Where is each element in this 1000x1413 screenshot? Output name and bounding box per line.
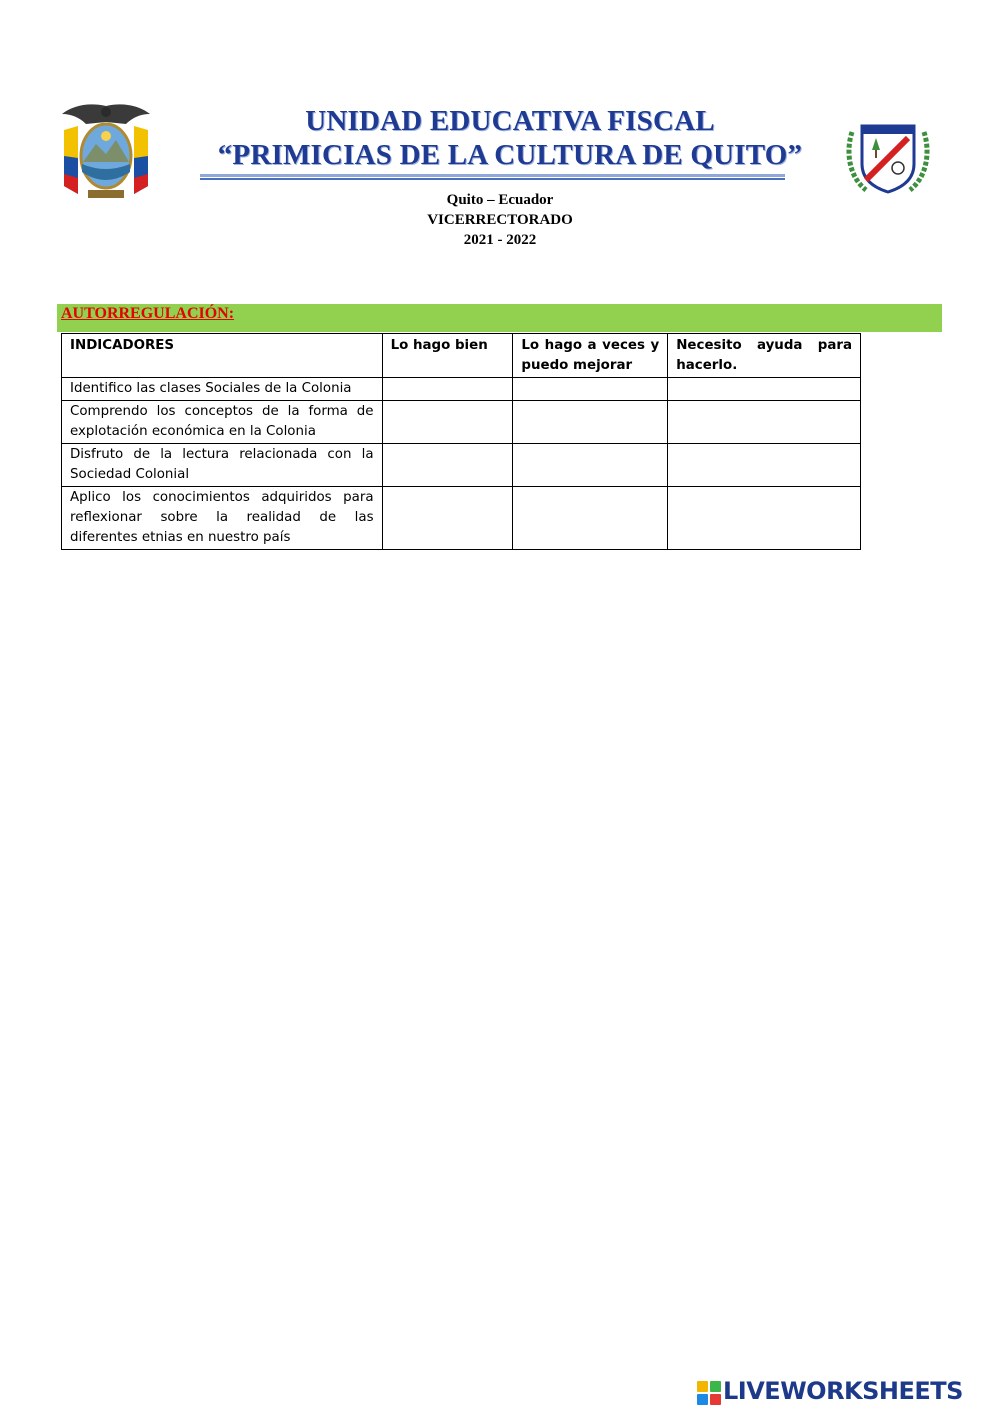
answer-cell-sometimes[interactable] bbox=[513, 487, 668, 550]
answer-cell-do-well[interactable] bbox=[382, 487, 513, 550]
answer-cell-do-well[interactable] bbox=[382, 401, 513, 444]
answer-cell-sometimes[interactable] bbox=[513, 444, 668, 487]
table-row bbox=[62, 378, 861, 401]
liveworksheets-brand[interactable]: LIVEWORKSHEETS bbox=[723, 1377, 963, 1405]
header-sometimes: Lo hago a veces y puedo mejorar bbox=[513, 334, 668, 378]
title-underline bbox=[200, 174, 785, 182]
department-text: VICERRECTORADO bbox=[427, 212, 573, 228]
self-assessment-table bbox=[61, 333, 861, 550]
answer-cell-sometimes[interactable] bbox=[513, 378, 668, 401]
answer-cell-do-well[interactable] bbox=[382, 444, 513, 487]
answer-cell-do-well[interactable] bbox=[382, 378, 513, 401]
table-header-row bbox=[62, 334, 861, 378]
location-text: Quito – Ecuador bbox=[446, 192, 554, 208]
answer-cell-need-help[interactable] bbox=[668, 378, 861, 401]
answer-cell-need-help[interactable] bbox=[668, 444, 861, 487]
header-do-well: Lo hago bien bbox=[382, 334, 513, 378]
indicator-cell: Disfruto de la lectura relacionada con la Sociedad Colonial bbox=[62, 444, 383, 487]
header-need-help: Necesito ayuda para hacerlo. bbox=[668, 334, 861, 378]
indicator-cell: Comprendo los conceptos de la forma de explotación económica en la Colonia bbox=[62, 401, 383, 444]
indicator-cell: Identifico las clases Sociales de la Colonia bbox=[62, 378, 383, 401]
table-row bbox=[62, 444, 861, 487]
answer-cell-need-help[interactable] bbox=[668, 487, 861, 550]
table-row bbox=[62, 401, 861, 444]
section-title: AUTORREGULACIÓN: bbox=[61, 305, 235, 322]
header-indicators: INDICADORES bbox=[62, 334, 383, 378]
answer-cell-need-help[interactable] bbox=[668, 401, 861, 444]
school-name-line-2: “PRIMICIAS DE LA CULTURA DE QUITO” bbox=[217, 139, 803, 171]
ecuador-coat-of-arms-icon bbox=[58, 100, 154, 202]
answer-cell-sometimes[interactable] bbox=[513, 401, 668, 444]
school-name-line-1: UNIDAD EDUCATIVA FISCAL bbox=[305, 105, 715, 137]
liveworksheets-logo-icon bbox=[697, 1381, 721, 1405]
indicator-cell: Aplico los conocimientos adquiridos para reflexionar sobre la realidad de las diferentes etnias en nuestro país bbox=[62, 487, 383, 550]
school-year-text: 2021 - 2022 bbox=[463, 232, 537, 248]
table-row bbox=[62, 487, 861, 550]
